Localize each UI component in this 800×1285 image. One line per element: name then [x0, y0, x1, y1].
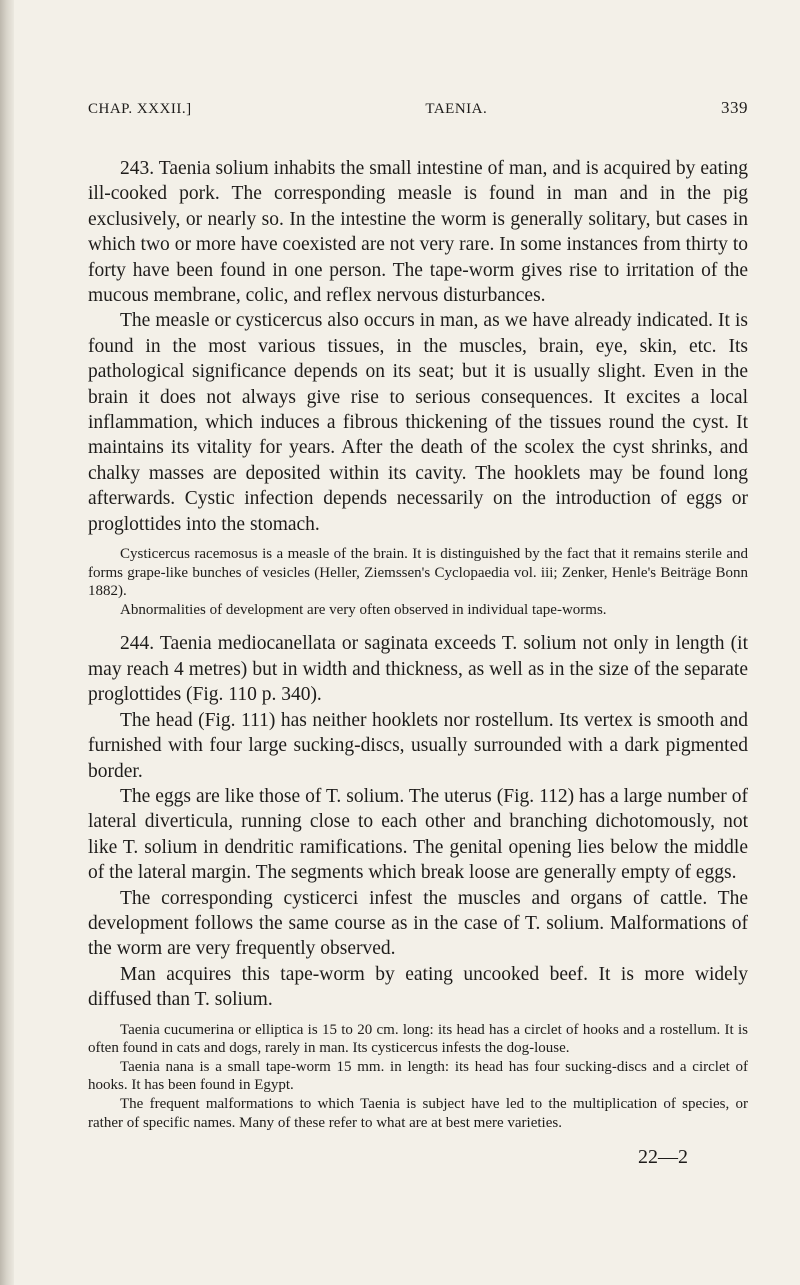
footnote-other-taenia	[88, 1021, 748, 1133]
paragraph: Man acquires this tape-worm by eating uncooked beef. It is more widely diffused than T. solium.	[88, 963, 748, 1011]
note-paragraph: Taenia cucumerina or elliptica is 15 to 20 cm. long: its head has a circlet of hooks and a rostellum. It is often found in cats and dogs, rarely in man. Its cysticercus infests the dog-louse.	[88, 1021, 748, 1057]
running-title: TAENIA.	[425, 101, 488, 117]
section-244	[88, 631, 748, 1012]
book-spine-shadow	[0, 0, 14, 1285]
note-paragraph: The frequent malformations to which Taenia is subject have led to the multiplication of species, or rather of specific names. Many of these refer to what are at best mere varieties.	[88, 1095, 748, 1131]
chapter-label: CHAP. XXXII.]	[88, 101, 192, 117]
paragraph: 244. Taenia mediocanellata or saginata exceeds T. solium not only in length (it may reach 4 metres) but in width and thickness, as well as in the size of the separate proglottides (Fig. 110 p. 340).	[88, 633, 748, 706]
paragraph: 243. Taenia solium inhabits the small intestine of man, and is acquired by eating ill-cooked pork. The corresponding measle is found in man and in the pig exclusively, or nearly so. In the intestine the worm is generally solitary, but cases in which two or more have coexisted are not very rare. In some instances from thirty to forty have been found in one person. The tape-worm gives rise to irritation of the mucous membrane, colic, and reflex nervous disturbances.	[88, 158, 748, 307]
note-paragraph: Abnormalities of development are very often observed in individual tape-worms.	[120, 601, 607, 618]
paragraph: The eggs are like those of T. solium. The uterus (Fig. 112) has a large number of lateral diverticula, running close to each other and branching dichotomously, not like T. solium in dendritic ramifications. The genital opening lies below the middle of the lateral margin. The segments which break loose are generally empty of eggs.	[88, 785, 748, 884]
signature-mark: 22—2	[638, 1146, 688, 1169]
note-paragraph: Taenia nana is a small tape-worm 15 mm. in length: its head has four sucking-discs and a circlet of hooks. It has been found in Egypt.	[88, 1058, 748, 1094]
page-number: 339	[721, 98, 748, 117]
paragraph: The head (Fig. 111) has neither hooklets nor rostellum. Its vertex is smooth and furnished with four large sucking-discs, usually surrounded with a dark pigmented border.	[88, 709, 748, 782]
note-paragraph: Cysticercus racemosus is a measle of the brain. It is distinguished by the fact that it remains sterile and forms grape-like bunches of vesicles (Heller, Ziemssen's Cyclopaedia vol. iii; Zenker, Henle's Beiträge Bonn 1882).	[88, 546, 748, 600]
book-page	[88, 98, 748, 1169]
paragraph: The corresponding cysticerci infest the muscles and organs of cattle. The development follows the same course as in the case of T. solium. Malformations of the worm are very frequently observed.	[88, 887, 748, 960]
section-243	[88, 156, 748, 537]
footnote-cysticercus-racemosus	[88, 545, 748, 619]
running-header	[88, 98, 748, 118]
paragraph: The measle or cysticercus also occurs in man, as we have already indicated. It is found in the most various tissues, in the muscles, brain, eye, skin, etc. Its pathological significance depends on its seat; but it is usually slight. Even in the brain it does not always give rise to serious consequences. It excites a local inflammation, which induces a fibrous thickening of the tissues round the cyst. It maintains its vitality for years. After the death of the scolex the cyst shrinks, and chalky masses are deposited within its cavity. The hooklets may be found long afterwards. Cystic infection depends necessarily on the introduction of eggs or proglottides into the stomach.	[88, 310, 748, 535]
